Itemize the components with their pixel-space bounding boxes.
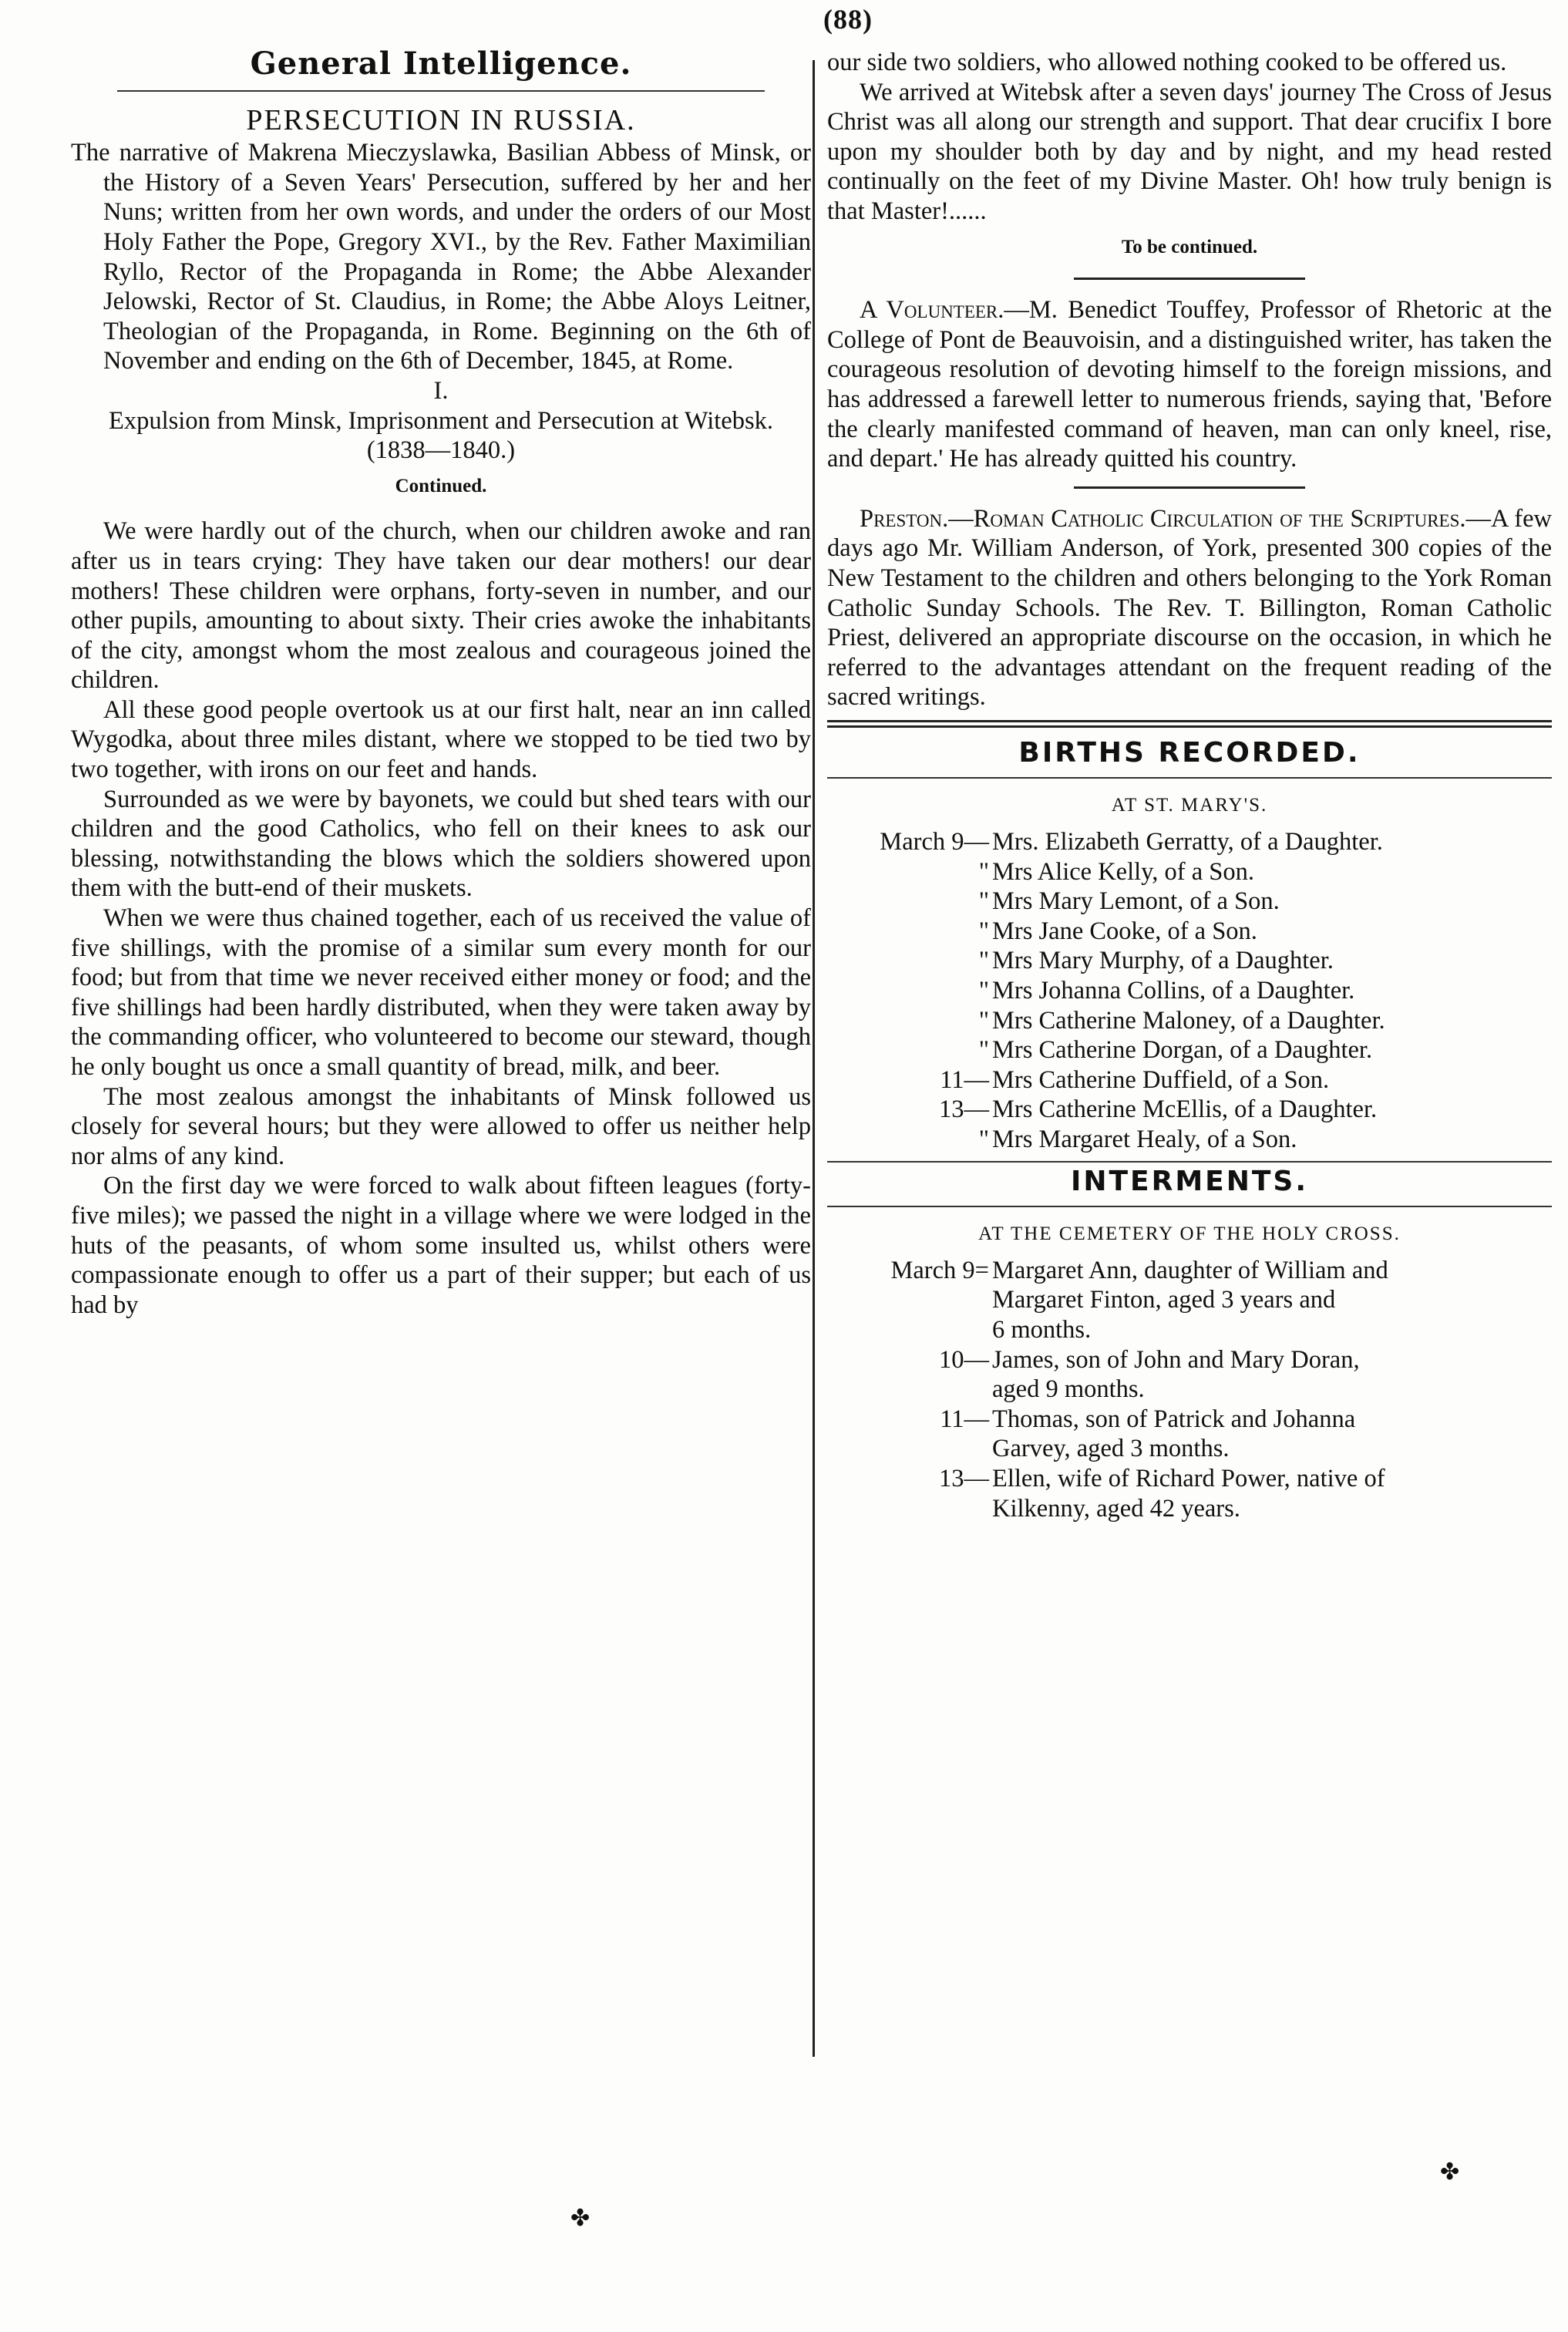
entry-text: Mrs Margaret Healy, of a Son. <box>992 1126 1297 1153</box>
paragraph: We arrived at Witebsk after a seven days' journey The Cross of Jesus Christ was all along our strength and support. That dear crucifix I bore upon my shoulder both by day and by night, and my head rested continually on the feet of my Divine Master. Oh! how truly benign is that Master!...... <box>827 78 1552 225</box>
interment-entry <box>827 1464 1552 1523</box>
birth-entry <box>827 1095 1552 1125</box>
entry-text: 6 months. <box>992 1315 1092 1344</box>
title-rule <box>117 90 765 92</box>
entry-date: March 9— <box>880 828 989 856</box>
entry-text: Mrs Catherine McEllis, of a Daughter. <box>992 1095 1378 1124</box>
birth-entry <box>827 827 1552 857</box>
entry-date: March 9= <box>890 1256 989 1284</box>
entry-text: Thomas, son of Patrick and Johanna <box>992 1405 1356 1433</box>
part-title: Expulsion from Minsk, Imprisonment and Persecution at Witebsk. <box>109 406 773 435</box>
birth-entry <box>827 1035 1552 1065</box>
entry-date: " <box>978 947 989 975</box>
paragraph: Surrounded as we were by bayonets, we could but shed tears with our children and the good Catholics, who fell on their knees to ask our blessing, notwithstanding the blows which the soldiers showered upon them with the butt-end of their muskets. <box>71 785 811 903</box>
paragraph: All these good people overtook us at our first halt, near an inn called Wygodka, about three miles distant, where we stopped to be tied two by two together, with irons on our feet and hands. <box>71 695 811 784</box>
heading-rule <box>827 777 1552 779</box>
entry-text: Mrs Catherine Maloney, of a Daughter. <box>992 1006 1385 1035</box>
entry-text: Kilkenny, aged 42 years. <box>992 1494 1240 1523</box>
volunteer-lead: A Volunteer. <box>860 296 1004 325</box>
section-rule <box>827 1161 1552 1163</box>
birth-entry <box>827 887 1552 917</box>
entry-date: " <box>978 917 989 945</box>
preston-text: —A few days ago Mr. William Anderson, of York, presented 300 copies of the New Testament to the children and others belonging to the York Roman Catholic Sunday Schools. The Rev. T. Billington, Roman Catholic Priest, delivered an appropriate discourse on the occasion, in which he referred to the advantages attendant on the frequent reading of the sacred writings. <box>827 504 1552 712</box>
interments-location: AT THE CEMETERY OF THE HOLY CROSS. <box>978 1223 1401 1245</box>
entry-text: Margaret Finton, aged 3 years and <box>992 1286 1336 1314</box>
birth-entry <box>827 1006 1552 1036</box>
entry-text: Mrs Jane Cooke, of a Son. <box>992 917 1257 945</box>
entry-date: 11— <box>940 1405 989 1433</box>
column-divider <box>813 60 815 2057</box>
entry-date: 13— <box>939 1095 989 1124</box>
interments-heading: INTERMENTS. <box>1070 1165 1309 1197</box>
entry-text: James, son of John and Mary Doran, <box>992 1345 1360 1374</box>
paragraph: We were hardly out of the church, when our children awoke and ran after us in tears crying: They have taken our dear mothers! our dear mothers! These children were orphans, forty-seven in number, and our other pupils, amounting to about sixty. Their cries awoke the inhabitants of the city, amongst whom the most zealous and courageous joined the children. <box>71 517 811 695</box>
entry-text: Mrs. Elizabeth Gerratty, of a Daughter. <box>992 828 1383 856</box>
left-column <box>71 45 811 1320</box>
birth-entry <box>827 917 1552 947</box>
entry-text: Margaret Ann, daughter of William and <box>992 1256 1388 1284</box>
entry-text: aged 9 months. <box>992 1375 1145 1404</box>
paragraph: On the first day we were forced to walk about fifteen leagues (forty-five miles); we passed the night in a village where we were lodged in the huts of the peasants, of whom some insulted us, whilst others were compassionate enough to offer us a part of their supper; but each of us had by <box>71 1172 811 1319</box>
volunteer-text: —M. Benedict Touffey, Professor of Rhetoric at the College of Pont de Beauvoisin, and a distinguished writer, has taken the courageous resolution of devoting himself to the foreign missions, and has addressed a farewell letter to numerous friends, saying that, 'Before the clearly manifested command of heaven, man can only kneel, rise, and depart.' He has already quitted his country. <box>827 296 1552 473</box>
interment-entry <box>827 1405 1552 1464</box>
births-location: AT ST. MARY'S. <box>1111 795 1268 816</box>
entry-date: " <box>978 977 989 1005</box>
interment-entry <box>827 1345 1552 1405</box>
entry-text: Garvey, aged 3 months. <box>992 1435 1230 1463</box>
entry-date: 13— <box>939 1464 989 1492</box>
birth-entry <box>827 857 1552 887</box>
entry-text: Mrs Catherine Duffield, of a Son. <box>992 1065 1330 1094</box>
birth-entry <box>827 976 1552 1006</box>
entry-date: 10— <box>939 1345 989 1374</box>
heading-rule <box>827 1206 1552 1207</box>
entry-text: Mrs Johanna Collins, of a Daughter. <box>992 977 1355 1005</box>
entry-text: Mrs Catherine Dorgan, of a Daughter. <box>992 1036 1373 1065</box>
article-intro: The narrative of Makrena Mieczyslawka, Basilian Abbess of Minsk, or the History of a Seven Years' Persecution, suffered by her and her Nuns; written from her own words, and under the orders of our Most Holy Father the Pope, Gregory XVI., by the Rev. Father Maximilian Ryllo, Rector of the Propaganda in Rome; the Abbe Alexander Jelowski, Rector of St. Claudius, in Rome; the Abbe Aloys Leitner, Theologian of the Propaganda, in Rome. Beginning on the 6th of November and ending on the 6th of December, 1845, at Rome. <box>71 139 811 375</box>
births-heading: BIRTHS RECORDED. <box>1018 736 1361 769</box>
entry-date: " <box>978 857 989 886</box>
entry-text: Mrs Mary Lemont, of a Son. <box>992 887 1280 916</box>
entry-text: Mrs Alice Kelly, of a Son. <box>992 857 1254 886</box>
birth-entry <box>827 946 1552 976</box>
right-column <box>827 48 1552 1523</box>
entry-date: " <box>978 1036 989 1065</box>
entry-date: " <box>978 887 989 916</box>
section-title: General Intelligence. <box>250 45 632 82</box>
divider <box>1074 486 1305 489</box>
article-title: PERSECUTION IN RUSSIA. <box>246 103 636 136</box>
part-dates: (1838—1840.) <box>366 436 516 465</box>
entry-text: Mrs Mary Murphy, of a Daughter. <box>992 947 1334 975</box>
double-rule <box>827 720 1552 728</box>
ornament-mark: ✤ <box>1440 2159 1460 2185</box>
continuation-text: our side two soldiers, who allowed nothing cooked to be offered us. <box>827 49 1507 76</box>
page-number: (88) <box>823 4 873 35</box>
ornament-mark: ✤ <box>570 2206 591 2231</box>
entry-text: Ellen, wife of Richard Power, native of <box>992 1464 1385 1492</box>
volunteer-item <box>827 295 1552 474</box>
entry-date: " <box>978 1126 989 1153</box>
continued-note: Continued. <box>395 475 487 496</box>
birth-entry <box>827 1125 1552 1155</box>
entry-date: 11— <box>940 1065 989 1094</box>
divider <box>1074 278 1305 280</box>
entry-date: " <box>978 1006 989 1035</box>
interment-entry <box>827 1256 1552 1345</box>
preston-lead: Preston.—Roman Catholic Circulation of the Scriptures. <box>860 504 1466 533</box>
preston-item <box>827 504 1552 712</box>
to-be-continued-note: To be continued. <box>1121 236 1258 257</box>
part-number: I. <box>433 376 449 405</box>
birth-entry <box>827 1065 1552 1095</box>
paragraph: When we were thus chained together, each of us received the value of five shillings, with the promise of a similar sum every month for our food; but from that time we never received either money or food; and the five shillings had been hardly distributed, when they were taken away by the commanding officer, who volunteered to become our steward, though he only bought us once a small quantity of bread, milk, and beer. <box>71 904 811 1081</box>
paragraph: The most zealous amongst the inhabitants of Minsk followed us closely for several hours; but they were allowed to offer us neither help nor alms of any kind. <box>71 1082 811 1170</box>
